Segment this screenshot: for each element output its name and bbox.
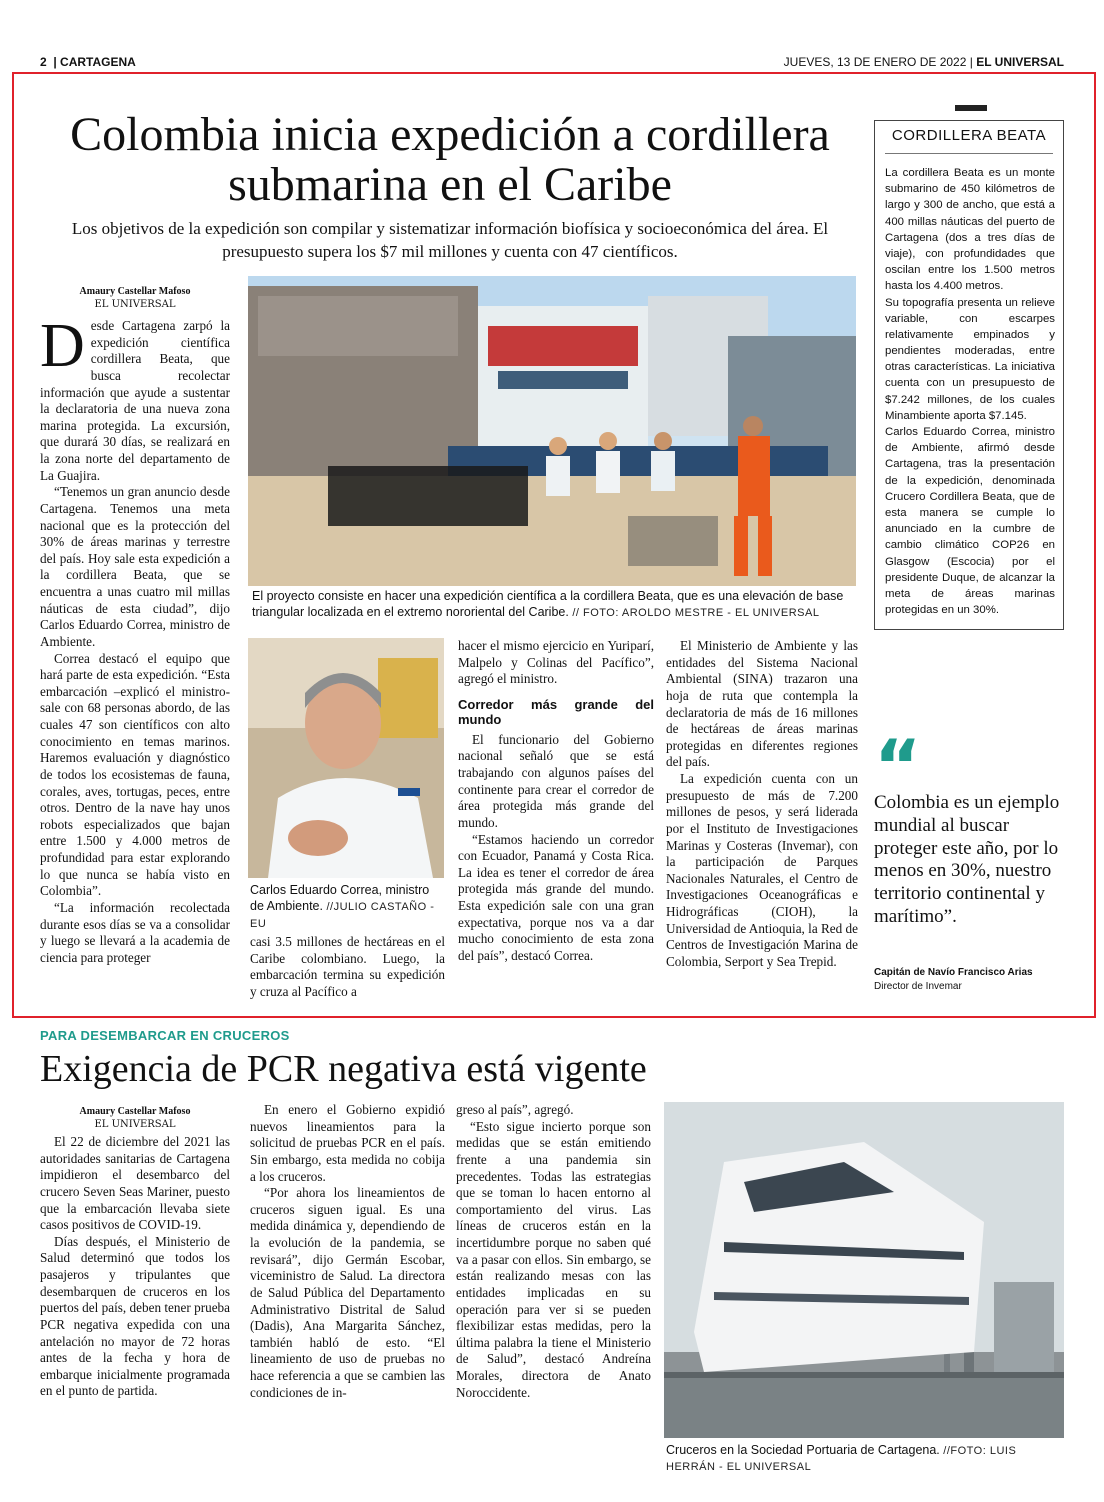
photo-credit: //FOTO: LUIS HERRÁN - EL UNIVERSAL	[666, 1445, 1017, 1474]
paragraph: El funcionario del Gobierno nacional señaló que se está trabajando con algunos países del continente para crear el corredor de área protegida más grande del mundo.	[458, 731, 654, 830]
byline-name: Amaury Castellar Mafoso	[79, 286, 191, 297]
paragraph: El Ministerio de Ambiente y las entidades del Sistema Nacional Ambiental (SINA) trazaron una hoja de ruta que contempla la declaratoria de más de 16 millones de hectáreas de áreas marinas protegidas en diferentes regiones del país.	[666, 638, 858, 770]
byline-org: EL UNIVERSAL	[94, 1118, 176, 1130]
paragraph: En enero el Gobierno expidió nuevos lineamientos para la solicitud de pruebas PCR en el país. Sin embargo, esta medida no cobija a los cruceros.	[250, 1102, 445, 1184]
main-photo-caption	[252, 588, 860, 621]
article2-headline: Exigencia de PCR negativa está vigente	[40, 1048, 647, 1090]
article-column-4	[666, 638, 858, 971]
drop-cap: D	[40, 312, 85, 380]
photo-credit: //JULIO CASTAÑO - EU	[250, 901, 435, 930]
article-byline	[40, 286, 230, 311]
article2-column-2	[250, 1102, 445, 1401]
page-folio: 2 | CARTAGENA	[40, 55, 136, 69]
paragraph: El 22 de diciembre del 2021 las autoridades sanitarias de Cartagena impidieron el desembarco del crucero Seven Seas Mariner, puesto que la embarcación llevaba siete casos positivos de COVID-19.	[40, 1134, 230, 1233]
article2-column-3	[456, 1102, 651, 1401]
sidebar-paragraph: Carlos Eduardo Correa, ministro de Ambiente, afirmó desde Cartagena, tras la presentación de la expedición, denominada Crucero Cordillera Beata, que de esta manera se cumple lo anunciado en la cumbre de cambio climático COP26 en Glasgow (Escocia) por el presidente Duque, de alcanzar la meta de áreas marinas protegidas en un 30%.	[885, 426, 1055, 617]
sidebar-box	[874, 120, 1064, 630]
page-header	[40, 53, 1064, 73]
article-column-1	[40, 312, 230, 966]
article-column-2	[250, 934, 445, 1001]
main-photo	[248, 276, 856, 586]
article2-byline	[40, 1106, 230, 1131]
quote-mark-icon: “	[874, 724, 922, 808]
article-headline: Colombia inicia expedición a cordillera submarina en el Caribe	[70, 108, 830, 212]
byline-name: Amaury Castellar Mafoso	[79, 1106, 191, 1117]
paragraph: greso al país”, agregó.	[456, 1102, 574, 1117]
article2-column-1	[40, 1134, 230, 1400]
page-number: 2	[40, 55, 47, 69]
paragraph: “Tenemos un gran anuncio desde Cartagena. Tenemos una meta nacional que es la protección del 30% de áreas marinas y terrestre del país. Hoy sale esta expedición a la cordillera Beata, que se encuentra a unas cuatro mil millas náuticas de esta ciudad”, dijo Carlos Eduardo Correa, ministro de Ambiente.	[40, 484, 230, 649]
quote-author: Capitán de Navío Francisco Arias	[874, 967, 1033, 978]
paragraph: “Esto sigue incierto porque son medidas que se están emitiendo frente a una pandemia sin precedentes. Todas las estrategias que se toman lo hacen entorno al comportamiento del virus. Las líneas de cruceros están en la incertidumbre porque no saben qué va a pasar con ellos. Sin embargo, se están realizando mesas con las entidades implicadas en su operación para ver si se pueden flexibilizar estas medidas, pero la última palabra la tiene el Ministerio de Salud”, destacó Andreína Morales, directora de Anato Noroccidente.	[456, 1118, 651, 1400]
sidebar-paragraph: Su topografía presenta un relieve variable, con escarpes relativamente empinados y pendientes moderadas, entre otras características. La iniciativa cuenta con un presupuesto de $7.242 millones, de los cuales Minambiente aporta $7.145.	[885, 296, 1055, 422]
issue-date: JUEVES, 13 DE ENERO DE 2022	[783, 55, 967, 69]
paragraph: Correa destacó el equipo que hará parte de esta expedición. “Esta embarcación –explicó el ministro- sale con 68 personas abordo, de las cuales 47 son científicos con alto conocimiento en temas marinos. Haremos evaluación y diagnóstico de todos los ecosistemas de fauna, corales, aves, tortugas, peces, entre otros. Dentro de la nave hay unos robots especializados que bajan entre 1.500 y 4.000 metros de profundidad para estar explorando lo que nunca se había visto en Colombia”.	[40, 650, 230, 899]
paragraph: “La información recolectada durante esos días se va a consolidar y luego se llevará a la academia de ciencia para proteger	[40, 899, 230, 965]
caption-text: Carlos Eduardo Correa, ministro de Ambiente.	[250, 883, 430, 914]
sidebar-paragraph: La cordillera Beata es un monte submarino de 450 kilómetros de largo y 300 de ancho, que está a 400 millas náuticas del puerto de Cartagena (dos a tres días de viaje), con profundidades que oscilan entre los 1.500 metros hasta los 4.400 metros.	[885, 167, 1055, 293]
newspaper-name: EL UNIVERSAL	[976, 55, 1064, 69]
photo-credit: // FOTO: AROLDO MESTRE - EL UNIVERSAL	[572, 607, 820, 620]
paragraph: casi 3.5 millones de hectáreas en el Caribe colombiano. Luego, la embarcación termina su expedición y cruza al Pacífico a	[250, 934, 445, 999]
caption-text: Cruceros en la Sociedad Portuaria de Cartagena.	[666, 1443, 940, 1457]
section-name: CARTAGENA	[60, 55, 136, 69]
paragraph: esde Cartagena zarpó la expedición científica cordillera Beata, que busca recolectar información que ayude a sustentar la declaratoria de una nueva zona marina protegida. La excursión, que durará 30 días, se realizará en la zona norte del departamento de La Guajira.	[40, 318, 230, 483]
paragraph: La expedición cuenta con un presupuesto de más de 7.200 millones de pesos, y será liderada por el Instituto de Investigaciones Marinas y Costeras (Invemar), con la participación de Parques Nacionales Naturales, el Centro de Investigaciones Oceanográficas e Hidrográficas (CIOH), la Universidad de Antioquia, la Red de Centros de Investigación Marina de Colombia, Serport y Sea Trepid.	[666, 771, 858, 969]
quote-attribution	[874, 966, 1074, 993]
paragraph: “Por ahora los lineamientos de cruceros siguen igual. Es una medida dinámica y, dependiendo de la evolución de la pandemia, se revisará”, dijo Germán Escobar, viceministro de Salud. La directora de Salud Pública del Departamento Administrativo Distrital de Salud (Dadis), Ana Margarita Sánchez, también habló de esto. “El lineamiento de uso de pruebas no hace referencia a que se cambien las condiciones de in-	[250, 1185, 445, 1400]
pull-quote: Colombia es un ejemplo mundial al buscar proteger este año, por lo menos en 30%, nuestro territorio continental y marítimo”.	[874, 792, 1060, 927]
byline-org: EL UNIVERSAL	[94, 298, 176, 310]
sidebar-tab-marker	[955, 105, 987, 111]
article2-kicker: PARA DESEMBARCAR EN CRUCEROS	[40, 1028, 290, 1043]
caption-text: El proyecto consiste en hacer una expedición científica a la cordillera Beata, que es una elevación de base triangular localizada en el extremo nororiental del Caribe.	[252, 589, 844, 620]
sidebar-body	[885, 165, 1055, 618]
cruise-photo-caption	[666, 1442, 1066, 1475]
ship-dock-photo	[248, 276, 856, 586]
minister-portrait	[248, 638, 444, 878]
sidebar-title: CORDILLERA BEATA	[891, 127, 1047, 144]
paragraph: hacer el mismo ejercicio en Yuriparí, Malpelo y Colinas del Pacífico”, agregó el ministro.	[458, 638, 654, 687]
portrait-caption	[250, 882, 446, 931]
section-subhead: Corredor más grande del mundo	[458, 696, 654, 727]
paragraph: “Estamos haciendo un corredor con Ecuador, Panamá y Costa Rica. La idea es tener el corredor de área protegida más grande del mundo. Esta expedición sale con una gran expectativa, porque nos va a dar mucho conocimiento de esta zona del país”, destacó Correa.	[458, 831, 654, 963]
quote-author-role: Director de Invemar	[874, 980, 962, 992]
article-column-3	[458, 638, 654, 965]
cruise-ship-photo	[664, 1102, 1064, 1438]
page-dateline: JUEVES, 13 DE ENERO DE 2022 | EL UNIVERSAL	[783, 55, 1064, 69]
portrait-photo	[248, 638, 444, 878]
paragraph: Días después, el Ministerio de Salud determinó que todos los pasajeros y tripulantes que desembarquen de cruceros en los puertos del país, deben tener prueba PCR negativa expedida con una antelación no mayor de 72 horas antes de la fecha y hora de embarque inicialmente programada en el punto de partida.	[40, 1233, 230, 1399]
cruise-photo	[664, 1102, 1064, 1438]
article-deck: Los objetivos de la expedición son compilar y sistematizar información biofísica y socioeconómica del área. El presupuesto supera los $7 mil millones y cuenta con 47 científicos.	[71, 219, 829, 261]
sidebar-divider	[885, 153, 1053, 154]
